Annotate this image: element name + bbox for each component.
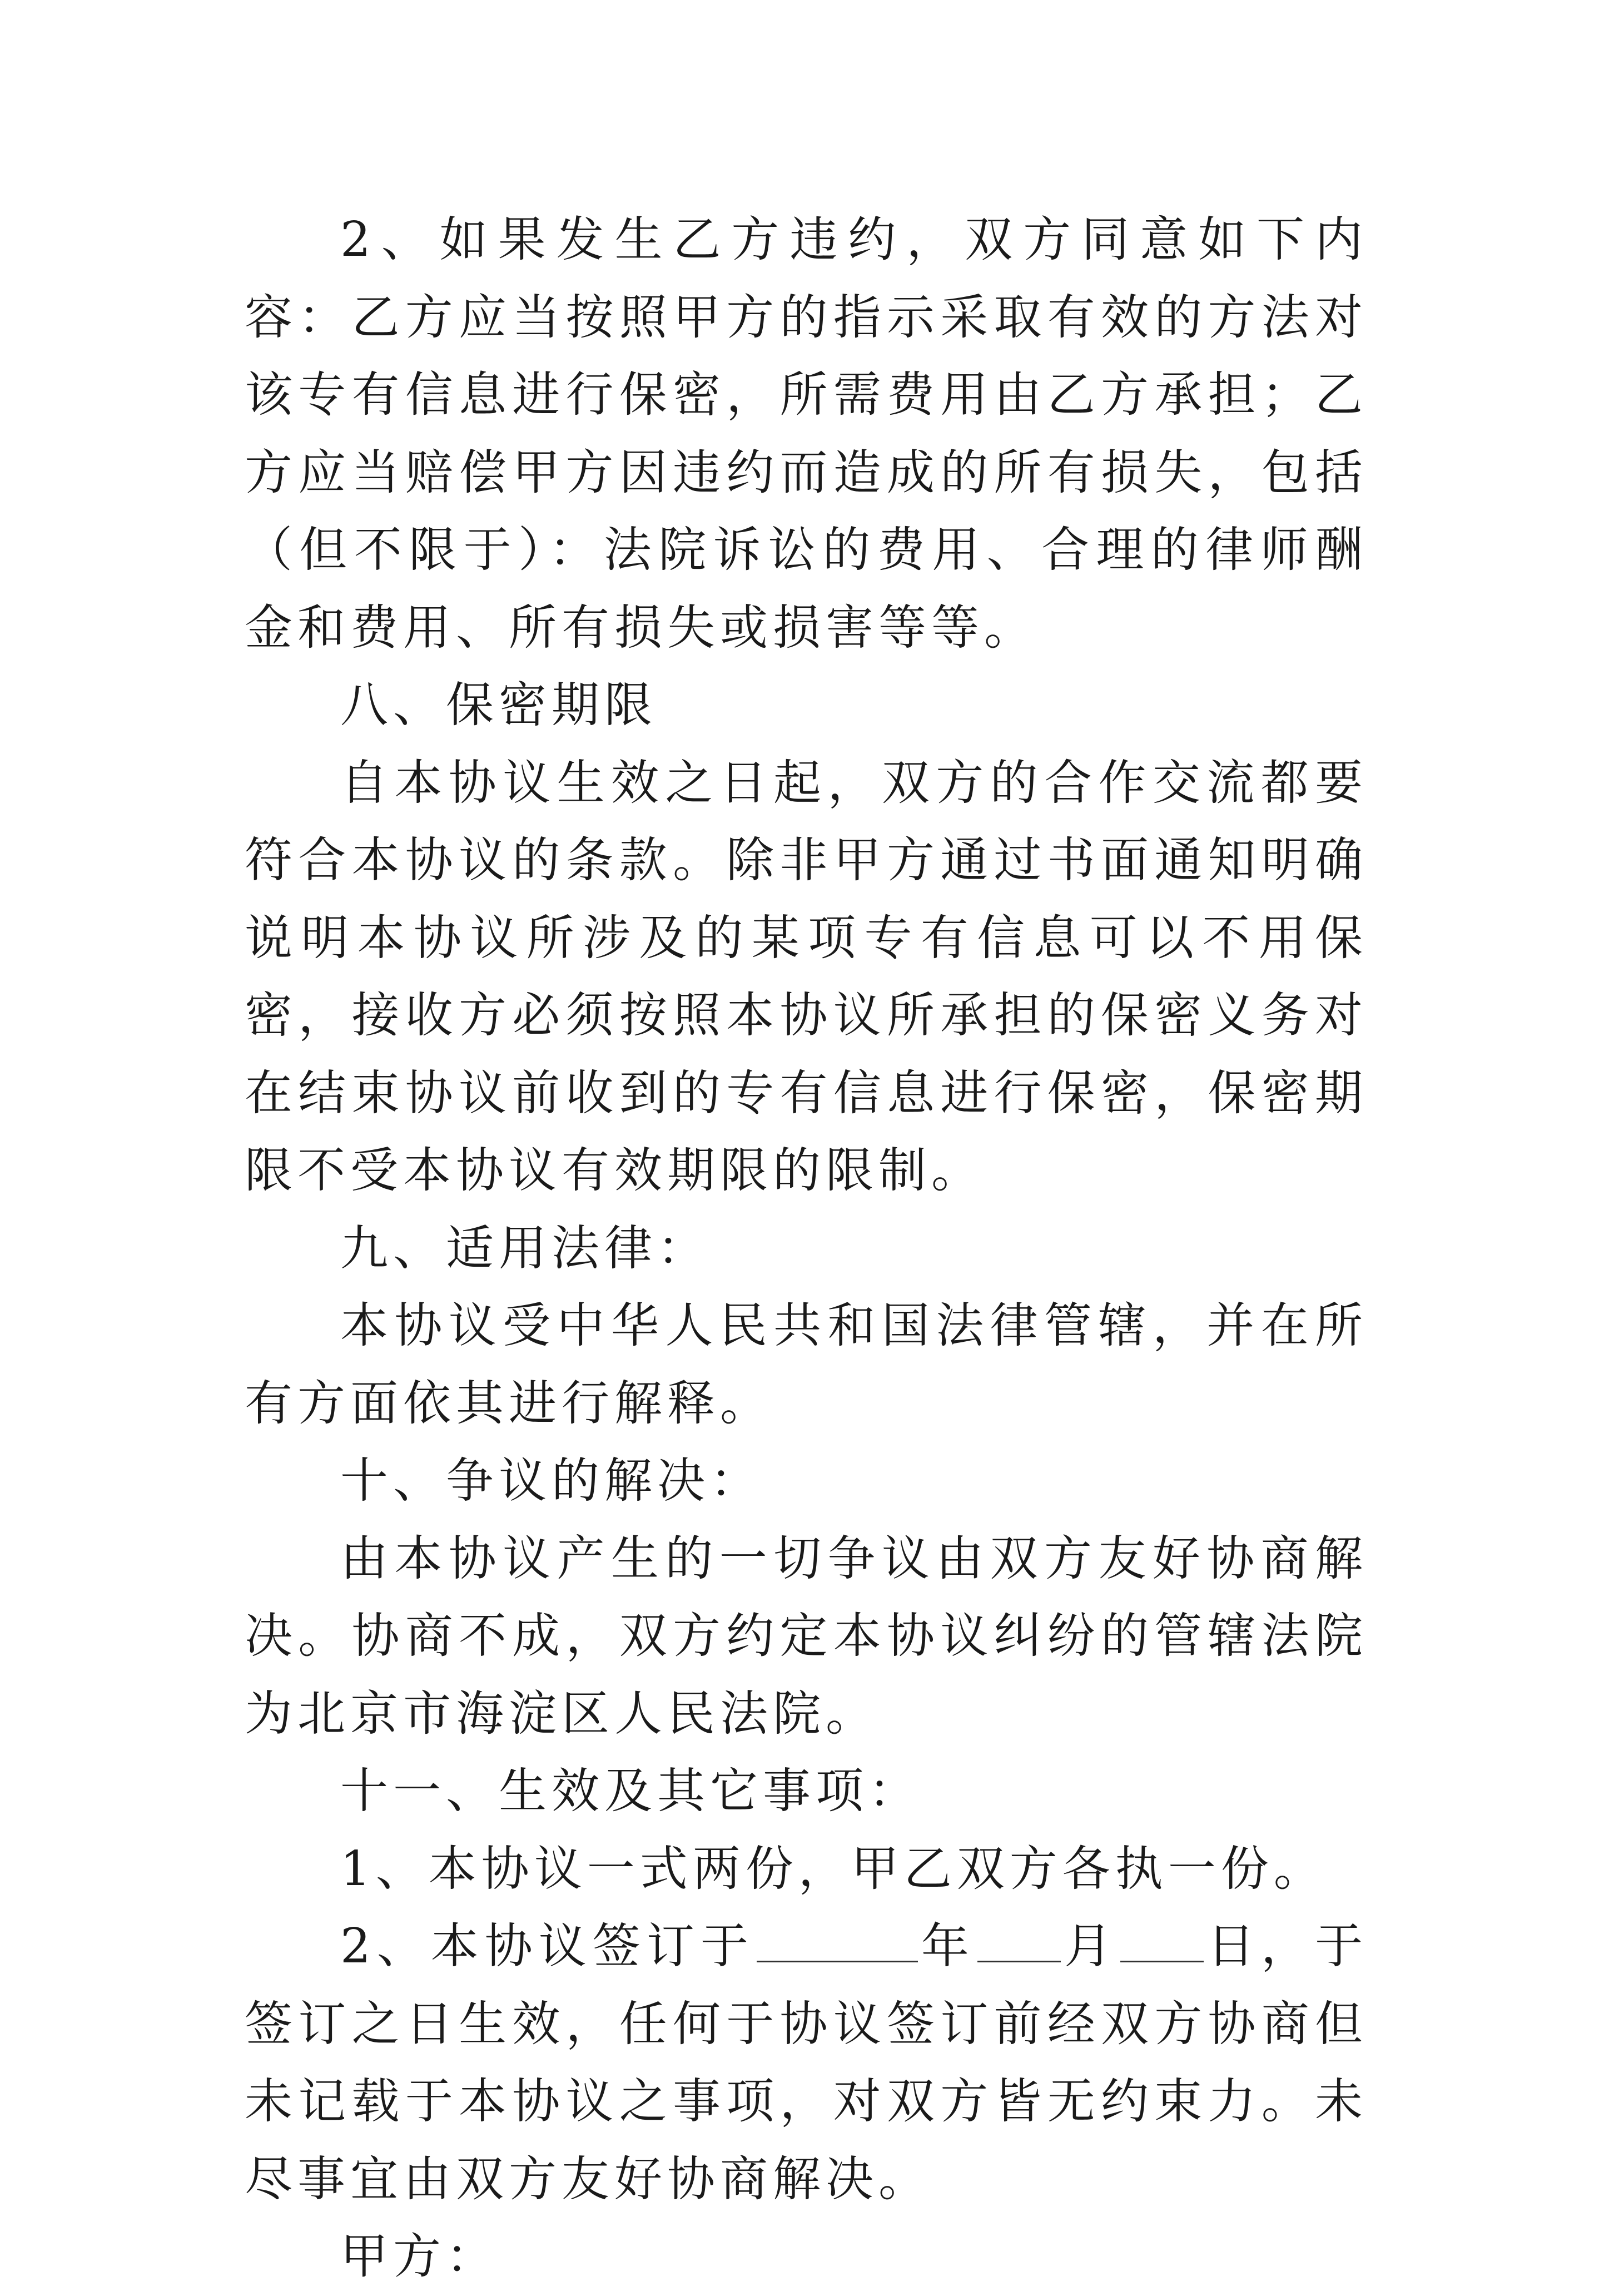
section-11-heading: 十一、生效及其它事项： — [340, 1763, 921, 1819]
section-8-heading: 八、保密期限 — [340, 677, 657, 733]
section-9-paragraph: 本协议受中华人民共和国法律管辖，并在所有方面依其进行解释。 — [245, 1298, 1368, 1431]
month-label: 月 — [1062, 1918, 1118, 1974]
section-10-heading: 十、争议的解决： — [340, 1453, 763, 1509]
breach-clause-paragraph: 2、如果发生乙方违约，双方同意如下内容：乙方应当按照甲方的指示采取有效的方法对该专有信息进行保密，所需费用由乙方承担；乙方应当赔偿甲方因违约而造成的所有损失，包括（但不限于）：法院诉讼的费用、合理的律师酬金和费用、所有损失或损害等等。 — [245, 212, 1368, 656]
month-blank[interactable] — [977, 1916, 1061, 1962]
day-label: 日 — [1205, 1918, 1262, 1974]
year-blank[interactable] — [757, 1916, 918, 1962]
document-body — [245, 201, 1368, 2296]
party-a-label: 甲方： — [340, 2229, 499, 2284]
section-10-paragraph: 由本协议产生的一切争议由双方友好协商解决。协商不成，双方约定本协议纠纷的管辖法院为北京市海淀区人民法院。 — [245, 1530, 1368, 1742]
day-blank[interactable] — [1120, 1916, 1204, 1962]
signing-date-suffix: ，于签订之日生效，任何于协议签订前经双方协商但未记载于本协议之事项，对双方皆无约束力。未尽事宜由双方友好协商解决。 — [245, 1918, 1368, 2207]
section-11-item-2 — [245, 1908, 1368, 2218]
signing-date-prefix: 2、本协议签订于 — [340, 1918, 754, 1974]
section-8-paragraph: 自本协议生效之日起，双方的合作交流都要符合本协议的条款。除非甲方通过书面通知明确说明本协议所涉及的某项专有信息可以不用保密，接收方必须按照本协议所承担的保密义务对在结束协议前收到的专有信息进行保密，保密期限不受本协议有效期限的限制。 — [245, 755, 1368, 1198]
year-label: 年 — [920, 1918, 975, 1974]
section-9-heading: 九、适用法律： — [340, 1220, 710, 1276]
section-11-item-1: 1、本协议一式两份，甲乙双方各执一份。 — [340, 1841, 1327, 1897]
